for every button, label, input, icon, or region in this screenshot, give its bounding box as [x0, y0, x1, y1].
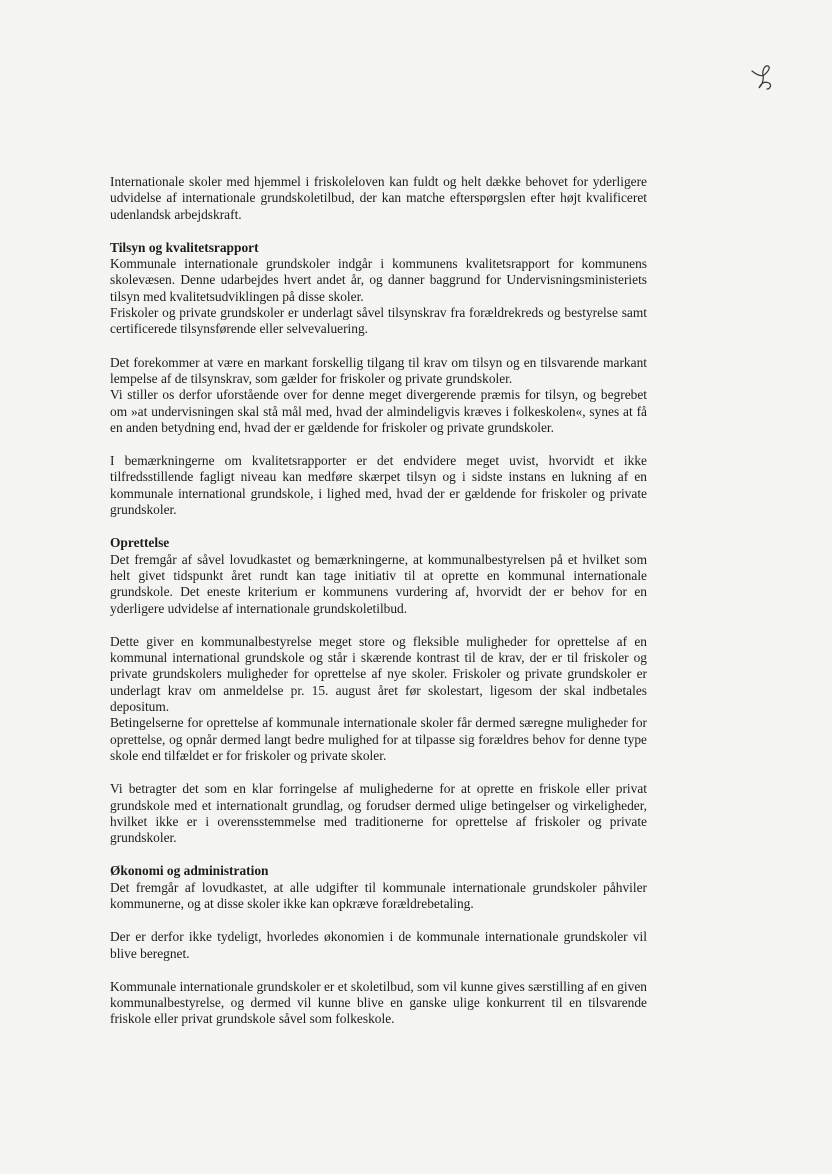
- paragraph-lovudkast: Det fremgår af såvel lovudkastet og bemærkningerne, at kommunalbestyrelsen på et hvilket som helt givet tidspunkt året rundt kan tage initiativ til at oprette en kommunal internationale grundskole. Det eneste kriterium er kommunens vurdering af, hvorvidt der er behov for en yderligere udvidelse af internationale grundskoletilbud.: [110, 551, 647, 616]
- paragraph-muligheder: Dette giver en kommunalbestyrelse meget store og fleksible muligheder for oprettelse af en kommunal international grundskole og står i skærende kontrast til de krav, der er til friskoler og private grundskolers muligheder for oprettelse af nye skoler. Friskoler og private grundskoler er underlagt krav om anmeldelse pr. 15. august året før skolestart, ligesom der skal indbetales depositum.: [110, 633, 647, 715]
- heading-tilsyn: Tilsyn og kvalitetsrapport: [110, 239, 259, 255]
- paragraph-intro: Internationale skoler med hjemmel i friskoleloven kan fuldt og helt dække behovet for yderligere udvidelse af internationale grundskoletilbud, der kan matche efterspørgslen efter højt kvalificeret udenlandsk arbejdskraft.: [110, 174, 647, 222]
- paragraph-betingelser: Betingelserne for oprettelse af kommunale internationale skoler får dermed særegne muligheder for oprettelse, og opnår dermed langt bedre mulighed for at tilpasse sig forældres behov for denne type skole end tilfældet er for friskoler og private skoler.: [110, 715, 647, 763]
- handwritten-mark-icon: [748, 62, 778, 92]
- paragraph-kvalitetsrapport: Kommunale internationale grundskoler indgår i kommunens kvalitetsrapport for kommunens skolevæsen. Denne udarbejdes hvert andet år, og danner baggrund for Undervisningsministeriets tilsyn med kvalitetsudviklingen på disse skoler.: [110, 256, 647, 304]
- heading-okonomi: Økonomi og administration: [110, 863, 269, 879]
- document-body: [110, 174, 647, 1028]
- paragraph-praemis: Vi stiller os derfor uforstående over for denne meget divergerende præmis for tilsyn, og begrebet om »at undervisningen skal stå mål med, hvad der almindeligvis kræves i folkeskolen«, synes at få en anden betydning end, hvad der er gældende for friskoler og private grundskoler.: [110, 387, 647, 435]
- paragraph-saerstilling: Kommunale internationale grundskoler er et skoletilbud, som vil kunne gives særstilling af en given kommunalbestyrelse, og dermed vil kunne blive en ganske ulige konkurrent til en tilsvarende friskole eller privat grundskole såvel som folkeskole.: [110, 978, 647, 1027]
- paragraph-beregning: Der er derfor ikke tydeligt, hvorledes økonomien i de kommunale internationale grundskoler vil blive beregnet.: [110, 929, 647, 961]
- paragraph-forringelse: Vi betragter det som en klar forringelse af mulighederne for at oprette en friskole eller privat grundskole med et internationalt grundlag, og forudser dermed ulige betingelser og virkeligheder, hvilket ikke er i overensstemmelse med traditionerne for oprettelse af friskoler og private grundskoler.: [110, 781, 647, 846]
- paragraph-friskoler-tilsyn: Friskoler og private grundskoler er underlagt såvel tilsynskrav fra forældrekreds og bestyrelse samt certificerede tilsynsførende eller selvevaluering.: [110, 305, 647, 337]
- heading-oprettelse: Oprettelse: [110, 535, 170, 551]
- paragraph-bemaerkninger: I bemærkningerne om kvalitetsrapporter er det endvidere meget uvist, hvorvidt et ikke tilfredsstillende fagligt niveau kan medføre skærpet tilsyn og i sidste instans en lukning af en kommunale international grundskole, i lighed med, hvad der er gældende for friskoler og private grundskoler.: [110, 453, 647, 518]
- paragraph-udgifter: Det fremgår af lovudkastet, at alle udgifter til kommunale internationale grundskoler påhviler kommunerne, og at disse skoler ikke kan opkræve forældrebetaling.: [110, 879, 647, 911]
- paragraph-tilgang: Det forekommer at være en markant forskellig tilgang til krav om tilsyn og en tilsvarende markant lempelse af de tilsynskrav, som gælder for friskoler og private grundskoler.: [110, 354, 647, 386]
